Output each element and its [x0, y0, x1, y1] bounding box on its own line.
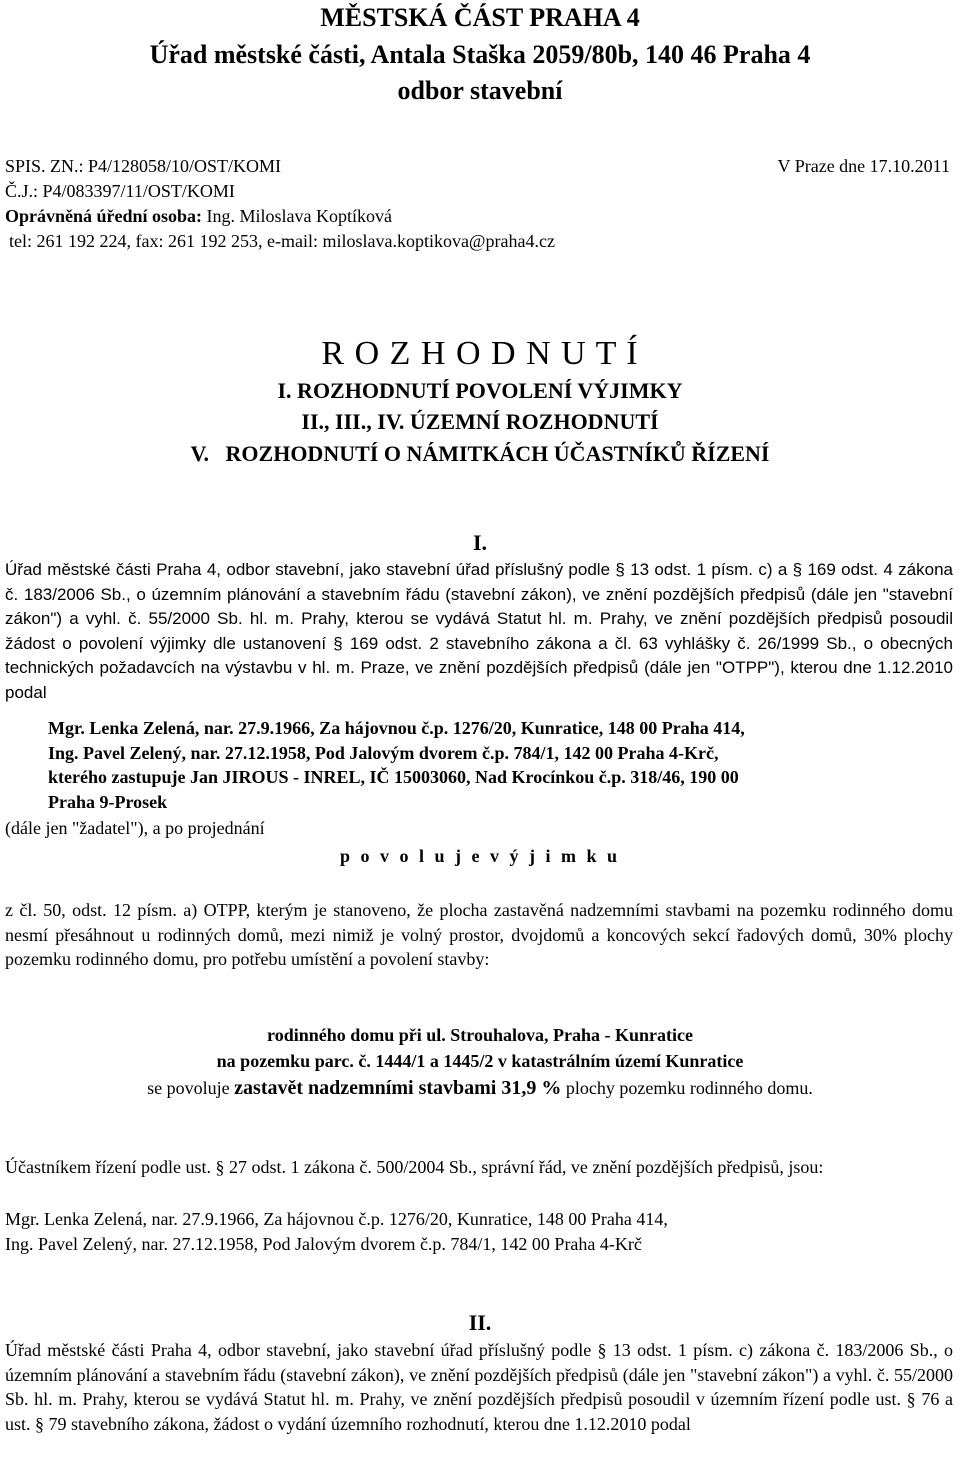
authority-name: MĚSTSKÁ ČÁST PRAHA 4 [320, 3, 640, 32]
official-person [5, 206, 392, 227]
participant-2: Ing. Pavel Zelený, nar. 27.12.1958, Pod Jalovým dvorem č.p. 784/1, 142 00 Praha 4-Krč [5, 1234, 642, 1254]
section-1-intro: Úřad městské části Praha 4, odbor stavební, jako stavební úřad příslušný podle § 13 odst. 1 písm. c) a § 169 odst. 4 zákona č. 183/2006 Sb., o územním plánování a stavebním řádu (stavební zákon), ve znění pozdějších předpisů (dále jen "stavební zákon") a vyhl. č. 55/2000 Sb. hl. m. Prahy, kterou se vydává Statut hl. m. Prahy, ve znění pozdějších předpisů posoudil žádost o povolení výjimky dle ustanovení § 169 odst. 2 stavebního zákona a čl. 63 vyhlášky č. 26/1999 Sb., o obecných technických požadavcích na výstavbu v hl. m. Praze, ve znění pozdějších předpisů (dále jen "OTPP"), kterou dne 1.12.2010 podal [5, 560, 953, 702]
section-1-number: I. [472, 530, 488, 555]
permit-prefix: se povoluje [147, 1078, 235, 1098]
authority-address: Úřad městské části, Antala Staška 2059/80b, 140 46 Praha 4 [149, 40, 811, 69]
decision-title: R O Z H O D N U T Í [321, 335, 639, 372]
department-name: odbor stavební [397, 76, 563, 105]
section-2-intro: Úřad městské části Praha 4, odbor stavební, jako stavební úřad příslušný podle § 13 odst. 1 písm. c) zákona č. 183/2006 Sb., o územním plánování a stavebním řádu (stavební zákon), ve znění pozdějších předpisů (dále jen "stavební zákon") a vyhl. č. 55/2000 Sb. hl. m. Prahy, kterou se vydává Statut hl. m. Prahy, ve znění pozdějších předpisů posoudil v územním řízení podle ust. § 76 a ust. § 79 stavebního zákona, žádost o vydání územního rozhodnutí, kterou dne 1.12.2010 podal [5, 1340, 953, 1434]
participant-1: Mgr. Lenka Zelená, nar. 27.9.1966, Za hájovnou č.p. 1276/20, Kunratice, 148 00 Praha 414, [5, 1209, 668, 1229]
verdict: p o v o l u j e v ý j i m k u [339, 846, 621, 866]
official-name: Ing. Miloslava Koptíková [202, 206, 393, 226]
decision-part-1: I. ROZHODNUTÍ POVOLENÍ VÝJIMKY [277, 378, 683, 403]
section-1-after: (dále jen "žadatel"), a po projednání [5, 818, 265, 838]
building-plot: na pozemku parc. č. 1444/1 a 1445/2 v katastrálním území Kunratice [216, 1051, 744, 1071]
contact-info: tel: 261 192 224, fax: 261 192 253, e-mail: miloslava.koptikova@praha4.cz [9, 231, 555, 251]
decision-part-2: II., III., IV. ÚZEMNÍ ROZHODNUTÍ [301, 409, 659, 434]
section-2-number: II. [468, 1310, 492, 1335]
applicants: Mgr. Lenka Zelená, nar. 27.9.1966, Za hájovnou č.p. 1276/20, Kunratice, 148 00 Praha 414, Ing. Pavel Zelený, nar. 27.12.1958, Pod Jalovým dvorem č.p. 784/1, 142 00 Praha 4-Krč, kterého zastupuje Jan JIROUS - INREL, IČ 15003060, Nad Krocínkou č.p. 318/46, 190 00 Praha 9-Prosek [48, 718, 745, 812]
permit-statement [0, 1077, 960, 1100]
reference-number: Č.J.: P4/083397/11/OST/KOMI [5, 181, 235, 201]
document-date: V Praze dne 17.10.2011 [777, 156, 950, 176]
building-description: rodinného domu při ul. Strouhalova, Praha - Kunratice [267, 1025, 693, 1045]
file-number: SPIS. ZN.: P4/128058/10/OST/KOMI [5, 156, 282, 176]
article-text: z čl. 50, odst. 12 písm. a) OTPP, kterým je stanoveno, že plocha zastavěná nadzemními stavbami na pozemku rodinného domu nesmí přesáhnout u rodinných domů, mezi nimiž je volný prostor, dvojdomů a koncových sekcí řadových domů, 30% plochy pozemku rodinného domu, pro potřebu umístění a povolení stavby: [5, 900, 953, 969]
decision-part-3: V. ROZHODNUTÍ O NÁMITKÁCH ÚČASTNÍKŮ ŘÍZENÍ [190, 441, 770, 466]
participants-intro: Účastníkem řízení podle ust. § 27 odst. 1 zákona č. 500/2004 Sb., správní řád, ve znění pozdějších předpisů, jsou: [5, 1157, 824, 1177]
permit-value: zastavět nadzemními stavbami 31,9 % [234, 1077, 562, 1099]
official-label: Oprávněná úřední osoba: [5, 206, 203, 226]
permit-suffix: plochy pozemku rodinného domu. [561, 1078, 813, 1098]
